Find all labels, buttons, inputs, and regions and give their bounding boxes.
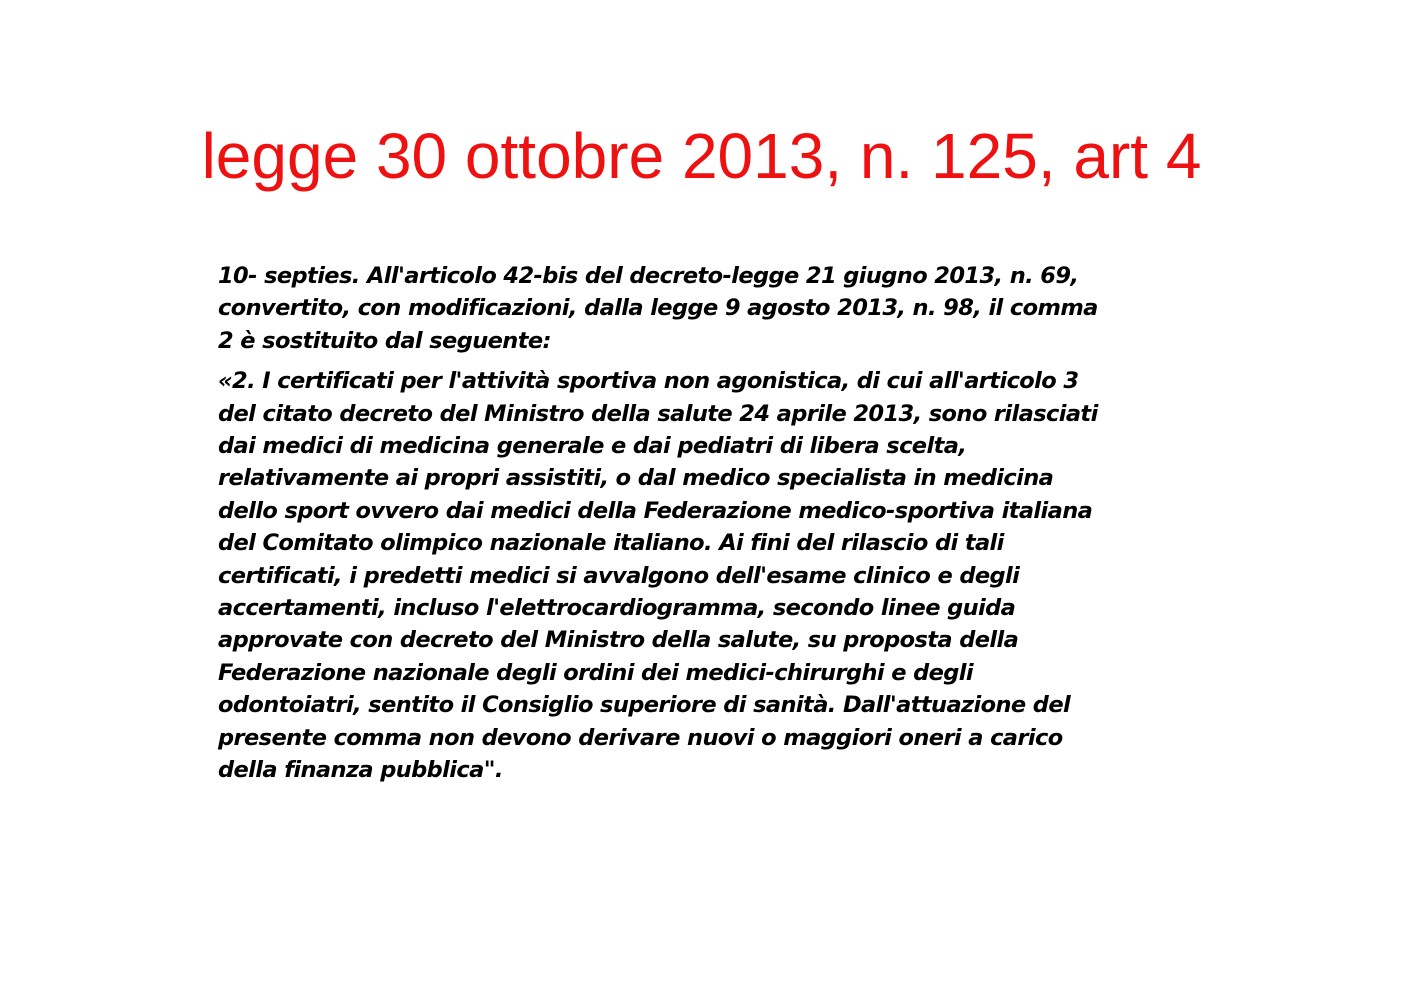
text-line: odontoiatri, sentito il Consiglio superiore di sanità. Dall'attuazione del bbox=[218, 692, 1071, 719]
text-line: accertamenti, incluso l'elettrocardiogramma, secondo linee guida bbox=[218, 595, 1016, 622]
text-line: dello sport ovvero dai medici della Federazione medico-sportiva italiana bbox=[218, 497, 1093, 524]
paragraph-quoted-text bbox=[218, 365, 1228, 786]
text-line: «2. I certificati per l'attività sportiva non agonistica, di cui all'articolo 3 bbox=[218, 368, 1079, 395]
text-line: 10- septies. All'articolo 42-bis del decreto-legge 21 giugno 2013, n. 69, bbox=[218, 263, 1079, 289]
text-line: della finanza pubblica". bbox=[218, 757, 503, 784]
text-line: convertito, con modificazioni, dalla legge 9 agosto 2013, n. 98, il comma bbox=[218, 295, 1098, 322]
text-line: del Comitato olimpico nazionale italiano. Ai fini del rilascio di tali bbox=[218, 530, 1004, 557]
text-line: approvate con decreto del Ministro della salute, su proposta della bbox=[218, 627, 1019, 654]
paragraph-intro bbox=[218, 260, 1228, 357]
text-line: del citato decreto del Ministro della salute 24 aprile 2013, sono rilasciati bbox=[218, 400, 1098, 427]
text-line: dai medici di medicina generale e dai pediatri di libera scelta, bbox=[218, 433, 967, 460]
text-line: relativamente ai propri assistiti, o dal medico specialista in medicina bbox=[218, 465, 1054, 492]
slide-body bbox=[218, 260, 1228, 787]
slide-title: legge 30 ottobre 2013, n. 125, art 4 bbox=[201, 120, 1202, 192]
text-line: Federazione nazionale degli ordini dei medici-chirurghi e degli bbox=[218, 659, 974, 686]
text-line: presente comma non devono derivare nuovi o maggiori oneri a carico bbox=[218, 724, 1063, 751]
text-line: 2 è sostituito dal seguente: bbox=[218, 327, 551, 354]
text-line: certificati, i predetti medici si avvalgono dell'esame clinico e degli bbox=[218, 562, 1020, 589]
